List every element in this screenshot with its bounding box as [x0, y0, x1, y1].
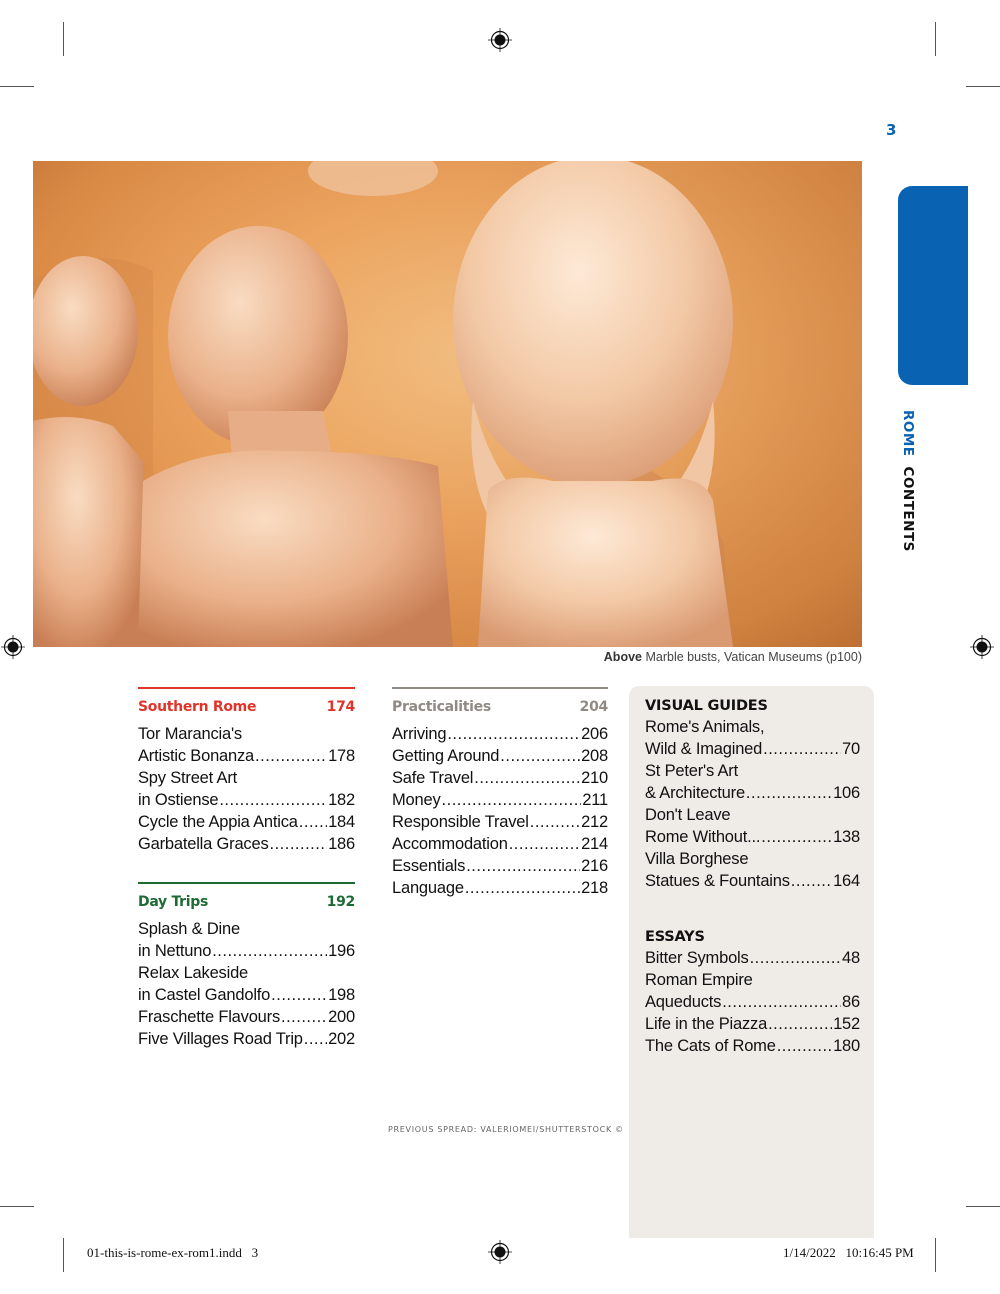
- toc-column-2: [392, 687, 608, 899]
- section-title: Southern Rome: [138, 699, 257, 715]
- features-panel: [629, 686, 874, 1238]
- slug-filename: 01-this-is-rome-ex-rom1.indd 3: [87, 1245, 259, 1260]
- toc-entry-page: 86: [842, 993, 860, 1011]
- toc-entry-page: 186: [328, 835, 355, 853]
- hero-photo: [33, 161, 862, 647]
- leader-dots: [212, 940, 327, 962]
- registration-mark-icon: [0, 634, 26, 660]
- section-rule: [138, 687, 355, 689]
- toc-column-1: [138, 687, 355, 1050]
- toc-section-day-trips: [138, 882, 355, 1050]
- toc-entry[interactable]: [138, 833, 355, 855]
- section-rule: [138, 882, 355, 884]
- running-header-book: ROME: [900, 410, 916, 457]
- toc-entry[interactable]: [645, 969, 860, 1013]
- toc-entry[interactable]: [645, 716, 860, 760]
- toc-entry-page: 180: [833, 1037, 860, 1055]
- toc-entry-title: Responsible Travel: [392, 813, 529, 831]
- toc-entry-page: 202: [328, 1030, 355, 1048]
- photo-caption: [604, 650, 862, 664]
- registration-mark-icon: [487, 27, 513, 53]
- leader-dots: [219, 789, 327, 811]
- leader-dots: [474, 767, 580, 789]
- toc-entry-title: Essentials: [392, 857, 466, 875]
- toc-entry[interactable]: [645, 1013, 860, 1035]
- toc-entry-title: Rome Without...: [645, 828, 761, 846]
- toc-entry-title: Wild & Imagined: [645, 740, 763, 758]
- visual-guides-section: [645, 698, 860, 892]
- toc-entry-page: 218: [581, 879, 608, 897]
- registration-mark-icon: [969, 634, 995, 660]
- leader-dots: [447, 723, 580, 745]
- toc-entry[interactable]: [392, 811, 608, 833]
- toc-entry-page: 211: [582, 791, 608, 809]
- leader-dots: [271, 984, 327, 1006]
- page-number: 3: [886, 121, 897, 139]
- toc-entry-line: St Peter's Art: [645, 762, 738, 780]
- toc-entry-title: Money: [392, 791, 441, 809]
- toc-entry-title: Life in the Piazza: [645, 1015, 768, 1033]
- crop-mark: [0, 86, 34, 87]
- caption-text: Marble busts, Vatican Museums (p100): [645, 650, 862, 664]
- toc-entry-title: Statues & Fountains: [645, 872, 790, 890]
- toc-entry-title: & Architecture: [645, 784, 745, 802]
- leader-dots: [466, 855, 580, 877]
- leader-dots: [777, 1035, 832, 1057]
- leader-dots: [299, 811, 327, 833]
- toc-entry-page: 212: [581, 813, 608, 831]
- toc-entry-page: 178: [328, 747, 355, 765]
- leader-dots: [791, 870, 832, 892]
- toc-entry[interactable]: [392, 723, 608, 745]
- toc-entry-page: 182: [328, 791, 355, 809]
- toc-entry-line: Rome's Animals,: [645, 718, 765, 736]
- toc-entry-title: Five Villages Road Trip: [138, 1030, 303, 1048]
- panel-heading: ESSAYS: [645, 929, 705, 945]
- toc-entry-title: Garbatella Graces: [138, 835, 269, 853]
- toc-entry[interactable]: [138, 811, 355, 833]
- toc-entry-title: Aqueducts: [645, 993, 722, 1011]
- toc-entry-title: Language: [392, 879, 464, 897]
- toc-entry-page: 138: [833, 828, 860, 846]
- toc-entry-page: 106: [833, 784, 860, 802]
- toc-entry-page: 196: [328, 942, 355, 960]
- toc-entry-line: Splash & Dine: [138, 920, 240, 938]
- toc-entry-title: in Nettuno: [138, 942, 212, 960]
- toc-entry[interactable]: [138, 962, 355, 1006]
- toc-entry-title: Arriving: [392, 725, 447, 743]
- toc-entry-page: 208: [581, 747, 608, 765]
- toc-entry[interactable]: [138, 1006, 355, 1028]
- photo-credit: PREVIOUS SPREAD: VALERIOMEI/SHUTTERSTOCK ©: [388, 1125, 624, 1134]
- toc-entry[interactable]: [138, 1028, 355, 1050]
- toc-entry[interactable]: [392, 877, 608, 899]
- toc-entry-line: Relax Lakeside: [138, 964, 249, 982]
- toc-section-southern-rome: [138, 687, 355, 855]
- toc-entry-title: The Cats of Rome: [645, 1037, 776, 1055]
- toc-entry[interactable]: [392, 767, 608, 789]
- toc-entry-page: 206: [581, 725, 608, 743]
- running-header-section: CONTENTS: [900, 466, 916, 552]
- toc-entry-title: Getting Around: [392, 747, 500, 765]
- toc-entry-title: in Castel Gandolfo: [138, 986, 271, 1004]
- toc-entry-line: Tor Marancia's: [138, 725, 242, 743]
- toc-entry[interactable]: [392, 855, 608, 877]
- crop-mark: [935, 22, 936, 56]
- toc-entry[interactable]: [138, 767, 355, 811]
- section-page: 174: [326, 699, 355, 715]
- leader-dots: [746, 782, 832, 804]
- toc-entry-title: Artistic Bonanza: [138, 747, 255, 765]
- leader-dots: [763, 738, 841, 760]
- panel-heading: VISUAL GUIDES: [645, 698, 768, 714]
- toc-entry-title: Bitter Symbols: [645, 949, 749, 967]
- toc-entry-page: 184: [328, 813, 355, 831]
- leader-dots: [509, 833, 580, 855]
- toc-entry[interactable]: [392, 833, 608, 855]
- chapter-tab: [898, 186, 968, 385]
- section-heading[interactable]: [392, 699, 608, 715]
- toc-entry[interactable]: [645, 760, 860, 804]
- toc-entry[interactable]: [645, 804, 860, 848]
- essays-section: [645, 929, 860, 1057]
- leader-dots: [768, 1013, 832, 1035]
- leader-dots: [304, 1028, 327, 1050]
- crop-mark: [966, 1206, 1000, 1207]
- toc-entry-line: Spy Street Art: [138, 769, 237, 787]
- section-heading[interactable]: [138, 699, 355, 715]
- crop-mark: [935, 1238, 936, 1272]
- section-page: 204: [579, 699, 608, 715]
- toc-entry-line: Villa Borghese: [645, 850, 749, 868]
- section-title: Practicalities: [392, 699, 491, 715]
- toc-entry-page: 200: [328, 1008, 355, 1026]
- leader-dots: [530, 811, 580, 833]
- toc-entry-title: Accommodation: [392, 835, 508, 853]
- leader-dots: [750, 947, 841, 969]
- toc-entry-line: Roman Empire: [645, 971, 753, 989]
- toc-entry-page: 214: [581, 835, 608, 853]
- leader-dots: [722, 991, 841, 1013]
- toc-entry-page: 216: [581, 857, 608, 875]
- toc-entry[interactable]: [645, 1035, 860, 1057]
- toc-entry[interactable]: [138, 918, 355, 962]
- crop-mark: [63, 1238, 64, 1272]
- toc-entry[interactable]: [645, 848, 860, 892]
- crop-mark: [966, 86, 1000, 87]
- toc-entry-title: in Ostiense: [138, 791, 219, 809]
- crop-mark: [63, 22, 64, 56]
- toc-entry-page: 210: [581, 769, 608, 787]
- toc-entry-title: Fraschette Flavours: [138, 1008, 281, 1026]
- toc-section-practicalities: [392, 687, 608, 899]
- leader-dots: [281, 1006, 327, 1028]
- slug-datetime: 1/14/2022 10:16:45 PM: [783, 1245, 914, 1260]
- toc-entry-page: 48: [842, 949, 860, 967]
- toc-entry[interactable]: [392, 745, 608, 767]
- toc-entry-title: Cycle the Appia Antica: [138, 813, 298, 831]
- toc-entry[interactable]: [645, 947, 860, 969]
- toc-entry-page: 164: [833, 872, 860, 890]
- running-header: [892, 410, 916, 560]
- section-rule: [392, 687, 608, 689]
- toc-entry-line: Don't Leave: [645, 806, 731, 824]
- toc-entry-page: 198: [328, 986, 355, 1004]
- toc-entry-title: Safe Travel: [392, 769, 474, 787]
- leader-dots: [270, 833, 328, 855]
- crop-mark: [0, 1206, 34, 1207]
- leader-dots: [465, 877, 580, 899]
- section-heading[interactable]: [138, 894, 355, 910]
- toc-entry[interactable]: [138, 723, 355, 767]
- leader-dots: [255, 745, 327, 767]
- toc-entry-page: 152: [833, 1015, 860, 1033]
- toc-entry-page: 70: [842, 740, 860, 758]
- leader-dots: [442, 789, 582, 811]
- section-page: 192: [326, 894, 355, 910]
- leader-dots: [761, 826, 832, 848]
- registration-mark-icon: [487, 1239, 513, 1265]
- caption-lead: Above: [603, 650, 642, 664]
- section-title: Day Trips: [138, 894, 209, 910]
- toc-entry[interactable]: [392, 789, 608, 811]
- leader-dots: [500, 745, 580, 767]
